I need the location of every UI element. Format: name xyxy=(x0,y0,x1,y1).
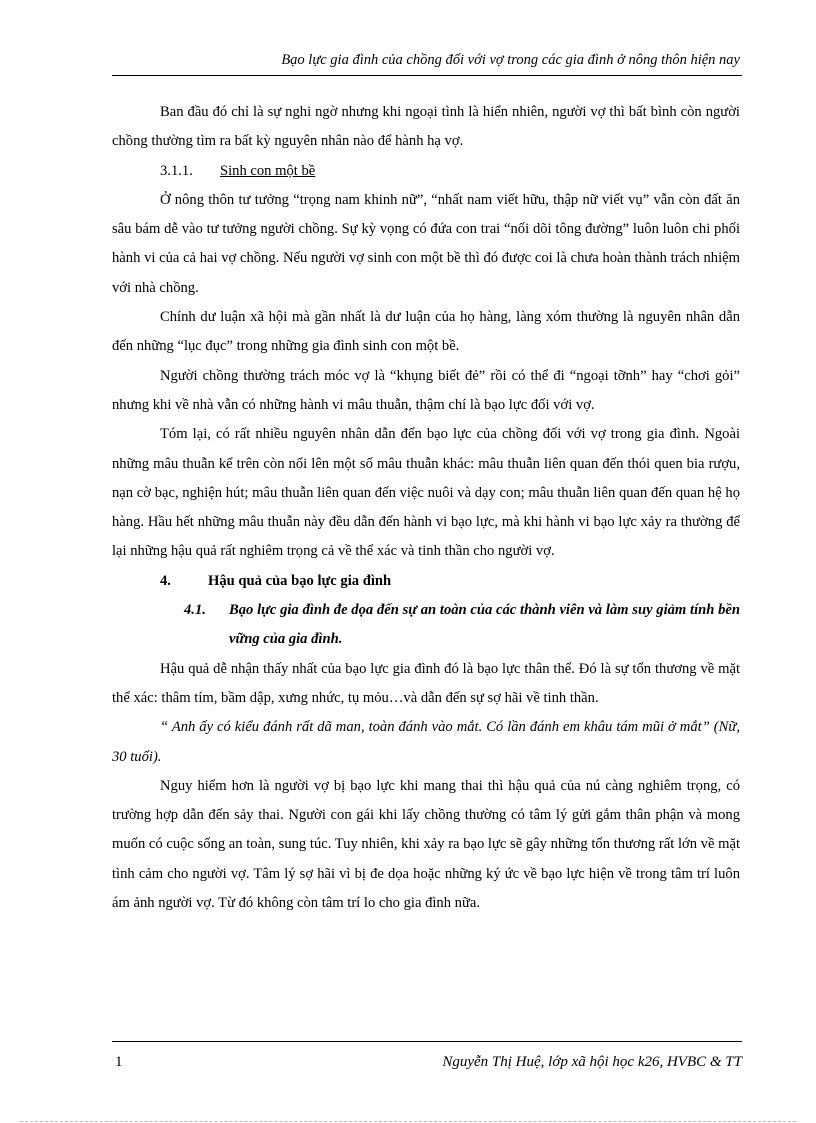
footer-rule xyxy=(112,1041,742,1042)
section-title: Hậu quả của bạo lực gia đình xyxy=(208,572,392,589)
paragraph-4: Người chồng thường trách móc vợ là “khụng biết đẻ” rồi có thể đi “ngoại tỡnh” hay “chơi gỏi” nhưng khi về nhà vẫn có những hành vi mâu thuẫn, thậm chí là bạo lực đối với vợ. xyxy=(112,367,740,413)
page-break-line xyxy=(20,1121,796,1122)
section-number: 4.1. xyxy=(184,602,206,619)
section-heading-3-1-1 xyxy=(160,157,740,186)
paragraph-3: Chính dư luận xã hội mà gần nhất là dư luận của họ hàng, làng xóm thường là nguyên nhân dẫn đến những “lục đục” trong những gia đình sinh con một bề. xyxy=(112,309,740,355)
paragraph-2: Ở nông thôn tư tưởng “trọng nam khinh nữ”, “nhất nam viết hữu, thập nữ viết vụ” vẫn còn đất ăn sâu bám dễ vào tư tưởng người chồng. Sự kỳ vọng có đứa con trai “nối dõi tông đường” luôn luôn chi phối hành vi của cả hai vợ chồng. Nếu người vợ sinh con một bề thì đó được coi là chưa hoàn thành trách nhiệm với nhà chồng. xyxy=(112,191,740,296)
paragraph-1: Ban đầu đó chỉ là sự nghi ngờ nhưng khi ngoại tình là hiển nhiên, người vợ thì bất bình còn người chồng thường tìm ra bất kỳ nguyên nhân nào để hành hạ vợ. xyxy=(112,104,740,150)
paragraph-5: Tóm lại, có rất nhiều nguyên nhân dẫn đến bạo lực của chồng đối với vợ trong gia đình. Ngoài những mâu thuẫn kể trên còn nổi lên một số mâu thuẫn khác: mâu thuẫn liên quan đến thói quen bia rượu, nạn cờ bạc, nghiện hút; mâu thuẫn liên quan đến việc nuôi và dạy con; mâu thuẫn liên quan đến quan hệ họ hàng. Hầu hết những mâu thuẫn này đều dẫn đến hành vi bạo lực, mà khi hành vi bạo lực xảy ra thường để lại những hậu quả rất nghiêm trọng cả về thể xác và tinh thần cho người vợ. xyxy=(112,426,740,560)
page-number: 1 xyxy=(115,1054,123,1070)
body-text xyxy=(112,98,740,918)
interview-quote: “ Anh ấy có kiểu đánh rất dã man, toàn đánh vào mắt. Có lần đánh em khâu tám mũi ở mắt” (Nữ, 30 tuổi). xyxy=(112,719,740,765)
paragraph-6: Hậu quả dễ nhận thấy nhất của bạo lực gia đình đó là bạo lực thân thể. Đó là sự tổn thương về mặt thể xác: thâm tím, bầm dập, xưng nhức, tụ mỏu…và dẫn đến sự sợ hãi về tinh thần. xyxy=(112,660,740,706)
section-heading-4 xyxy=(160,567,740,596)
section-title: Bạo lực gia đình đe dọa đến sự an toàn của các thành viên và làm suy giảm tính bền vững của gia đình. xyxy=(229,602,740,648)
section-heading-4-1 xyxy=(184,596,740,655)
section-number: 3.1.1. xyxy=(160,162,193,179)
header-rule xyxy=(112,75,742,76)
section-title: Sinh con một bề xyxy=(220,162,316,179)
running-header: Bạo lực gia đình của chồng đối với vợ trong các gia đình ở nông thôn hiện nay xyxy=(281,52,740,68)
footer-author: Nguyễn Thị Huệ, lớp xã hội học k26, HVBC & TT xyxy=(442,1054,742,1070)
paragraph-7: Nguy hiểm hơn là người vợ bị bạo lực khi mang thai thì hậu quả của nú càng nghiêm trọng, có trường hợp dẫn đến sảy thai. Người con gái khi lấy chồng thường có tâm lý gửi gắm thân phận và mong muốn có cuộc sống an toàn, sung túc. Tuy nhiên, khi xảy ra bạo lực sẽ gây những tổn thương rất lớn về mặt tình cảm cho người vợ. Tâm lý sợ hãi vì bị đe dọa hoặc những ký ức về bạo lực hiện về trong tâm trí luôn ám ảnh người vợ. Từ đó không còn tâm trí lo cho gia đình nữa. xyxy=(112,777,740,912)
section-number: 4. xyxy=(160,572,171,589)
